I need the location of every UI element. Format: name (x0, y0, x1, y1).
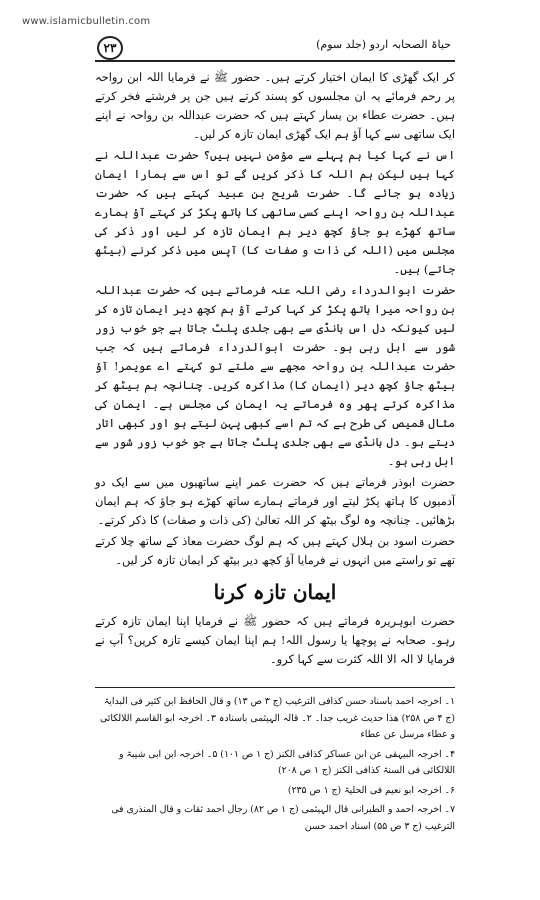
paragraph: حضرت ابوالدرداء رضی اللہ عنہ فرماتے ہیں کہ حضرت عبداللہ بن رواحہ میرا ہاتھ پکڑ کر کہا کرتے آؤ ہم کچھ دیر ایمان تازہ کر لیں کیونکہ دل اس ہانڈی سے بھی جلدی پلٹ جاتا ہے جو خوب زور شور سے ابل رہی ہو۔ حضرت ابوالدرداء فرماتے ہیں کہ جب حضرت عبداللہ بن رواحہ مجھے سے ملتے تو کہتے اے عویمر! آؤ بیٹھ جاؤ کچھ دیر (ایمان کا) مذاکرہ کریں۔ چنانچہ ہم بیٹھ کر مذاکرہ کرتے پھر وہ فرماتے یہ ایمان کی مجلس ہے۔ ایمان کی مثال قمیص کی طرح ہے کہ تم اسے کبھی پہن لیتے ہو اور کبھی اتار دیتے ہو۔ دل ہانڈی سے بھی جلدی پلٹ جاتا ہے جو خوب زور شور سے ابل رہی ہو۔ (95, 283, 455, 468)
paragraph: حضرت ابوہریرہ فرماتے ہیں کہ حضور ﷺ نے فرمایا اپنا ایمان تازہ کرتے رہو۔ صحابہ نے پوچھا یا رسول اللہ! ہم اپنا ایمان کیسے تازہ کریں؟ آپ نے فرمایا لا الہ الا اللہ کثرت سے کہا کرو۔ (95, 614, 455, 666)
footnote: ۴۔ اخرجہ البیہقی عن ابن عساکر کذافی الکنز (ج ۱ ص ۱۰۱) ۵۔ اخرجہ ابن ابی شیبۃ و اللالکائی فی السنۃ کذافی الکنز (ج ۱ ص ۲۰۸) (118, 748, 455, 776)
paragraph: اس نے کہا کیا ہم پہلے سے مؤمن نہیں ہیں؟ حضرت عبداللہ نے کہا ہیں لیکن ہم اللہ کا ذکر کریں گے تو اس سے ہمارا ایمان زیادہ ہو جائے گا۔ حضرت شریح بن عبید کہتے ہیں کہ حضرت عبداللہ بن رواحہ اپنے کسی ساتھی کا ہاتھ پکڑ کر کہتے آؤ ہمارے ساتھ کھڑے ہو جاؤ کچھ دیر ہم ایمان تازہ کر لیں اور ذکر کی مجلس میں (اللہ کی ذات و صفات کا) آپس میں ذکر کرنے (بیٹھ جاتے) ہیں۔ (95, 148, 455, 276)
footnote: ۷۔ اخرجہ احمد و الطبرانی قال الہیثمی (ج ۱ ص ۸۲) رجال احمد ثقات و قال المنذری فی الترغیب (ج ۳ ص ۵۵) اسناد احمد حسن (111, 804, 455, 832)
paragraph: حضرت اسود بن ہلال کہتے ہیں کہ ہم لوگ حضرت معاذ کے ساتھ چلا کرتے تھے تو راستے میں انہوں نے فرمایا آؤ کچھ دیر بیٹھ کر ایمان تازہ کر لیں۔ (95, 534, 455, 567)
book-title: حیاۃ الصحابہ اردو (جلد سوم) (316, 38, 451, 51)
footnote: ۶۔ اخرجہ ابو نعیم فی الحلیۃ (ج ۱ ص ۲۳۵) (287, 784, 455, 796)
section-heading: ایمان تازہ کرنا (213, 580, 337, 604)
page-number: ۲۳ (97, 36, 123, 60)
source-url: www.islamicbulletin.com (22, 16, 151, 27)
paragraph: حضرت ابوذر فرماتے ہیں کہ حضرت عمر اپنے ساتھیوں میں سے ایک دو آدمیوں کا ہاتھ پکڑ لیتے اور فرماتے ہمارے ساتھ کھڑے ہو جاؤ کہ ہم ایمان بڑھائیں۔ چنانچہ وہ لوگ بیٹھ کر اللہ تعالیٰ (کی ذات و صفات) کا ذکر کرتے۔ (95, 475, 455, 527)
page-header (95, 34, 455, 62)
footnote: ۱۔ اخرجہ احمد باسناد حسن کذافی الترغیب (ج ۳ ص ۱۳) و قال الحافظ ابن کثیر فی البدایۃ (ج ۴ ص ۲۵۸) ھذا حدیث غریب جدا۔ ۲۔ قالہ الہیثمی باسنادہ ۳۔ اخرجہ ابو القاسم اللالکائی و عطاء مرسل عن عطاء (99, 696, 455, 740)
footnotes (95, 687, 455, 835)
book-page (95, 34, 455, 838)
section-text (95, 612, 455, 669)
main-text (95, 68, 455, 570)
paragraph: کر ایک گھڑی کا ایمان اختیار کرتے ہیں۔ حضور ﷺ نے فرمایا اللہ ابن رواحہ پر رحم فرمائے یہ ان مجلسوں کو پسند کرتے ہیں جن پر فرشتے فخر کرتے ہیں۔ حضرت عطاء بن یسار کہتے ہیں کہ حضرت عبداللہ بن رواحہ نے اپنے ایک ساتھی سے کہا آؤ ہم ایک گھڑی ایمان تازہ کر لیں۔ (95, 70, 455, 141)
